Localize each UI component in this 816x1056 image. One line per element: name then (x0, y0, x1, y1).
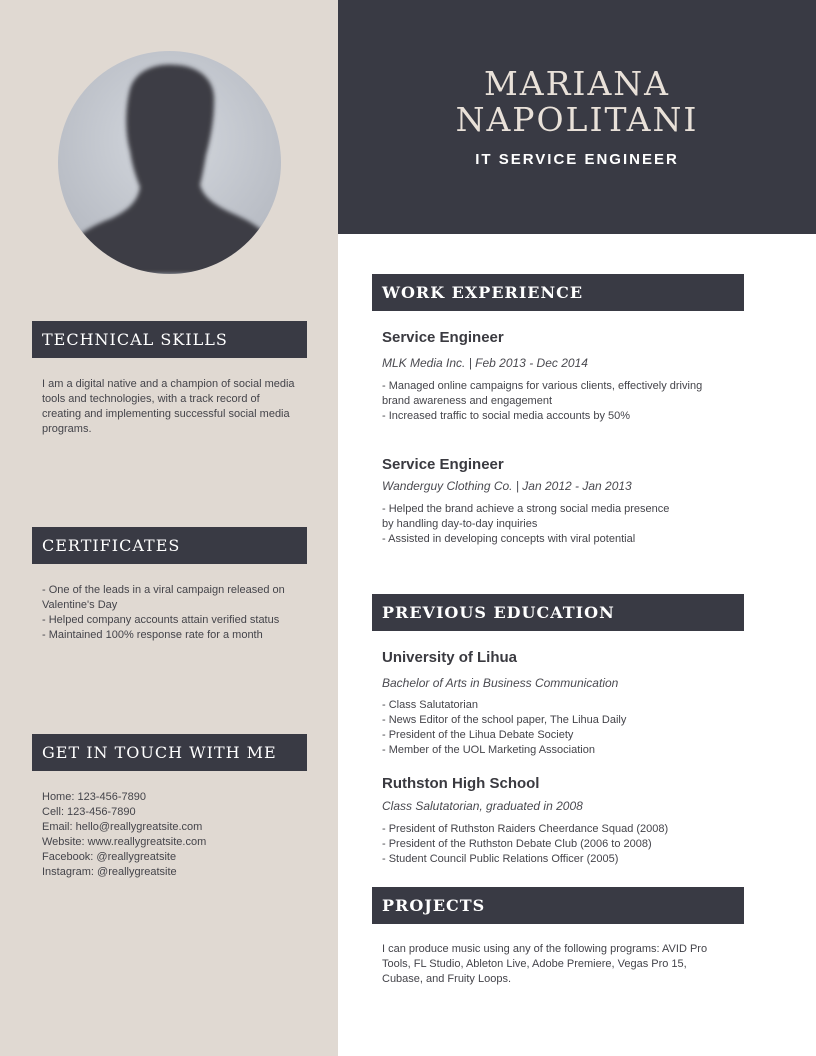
text-line: creating and implementing successful social media (42, 408, 290, 420)
text-line: - President of the Lihua Debate Society (382, 729, 574, 741)
certificates-text (42, 583, 304, 643)
school-2-details (382, 822, 732, 867)
school-1-title: University of Lihua (382, 649, 518, 666)
text-line: programs. (42, 423, 92, 435)
text-line: by handling day-to-day inquiries (382, 518, 538, 530)
school-2-subtitle: Class Salutatorian, graduated in 2008 (382, 799, 583, 813)
contact-instagram: Instagram: @reallygreatsite (42, 866, 177, 878)
work-experience-heading: WORK EXPERIENCE (372, 274, 744, 311)
contact-home: Home: 123-456-7890 (42, 791, 146, 803)
candidate-name (338, 66, 816, 138)
candidate-name-line2: NAPOLITANI (455, 100, 699, 139)
text-line: - One of the leads in a viral campaign released on (42, 584, 285, 596)
text-line: I can produce music using any of the following programs: AVID Pro (382, 943, 708, 955)
candidate-name-line1: MARIANA (483, 64, 671, 103)
technical-skills-text (42, 377, 304, 437)
text-line: - Student Council Public Relations Officer (2005) (382, 853, 619, 865)
school-2-title: Ruthston High School (382, 775, 540, 792)
text-line: I am a digital native and a champion of social media (42, 378, 295, 390)
text-line: - Maintained 100% response rate for a month (42, 629, 263, 641)
job-1-subtitle: MLK Media Inc. | Feb 2013 - Dec 2014 (382, 356, 588, 370)
education-heading: PREVIOUS EDUCATION (372, 594, 744, 631)
job-1-details (382, 379, 732, 424)
job-2-subtitle: Wanderguy Clothing Co. | Jan 2012 - Jan 2013 (382, 479, 632, 493)
job-2-title: Service Engineer (382, 456, 504, 473)
text-line: Tools, FL Studio, Ableton Live, Adobe Premiere, Vegas Pro 15, (382, 958, 687, 970)
contact-email: Email: hello@reallygreatsite.com (42, 821, 203, 833)
technical-skills-heading: TECHNICAL SKILLS (32, 321, 307, 358)
text-line: - Class Salutatorian (382, 699, 478, 711)
text-line: - Assisted in developing concepts with viral potential (382, 533, 636, 545)
contact-heading: GET IN TOUCH WITH ME (32, 734, 307, 771)
text-line: - Helped company accounts attain verified status (42, 614, 280, 626)
text-line: tools and technologies, with a track record of (42, 393, 260, 405)
job-1-title: Service Engineer (382, 329, 504, 346)
text-line: Cubase, and Fruity Loops. (382, 973, 512, 985)
school-1-details (382, 698, 732, 758)
contact-cell: Cell: 123-456-7890 (42, 806, 136, 818)
contact-text (42, 790, 304, 880)
person-silhouette-icon (58, 51, 281, 274)
contact-facebook: Facebook: @reallygreatsite (42, 851, 177, 863)
text-line: - News Editor of the school paper, The Lihua Daily (382, 714, 627, 726)
contact-website: Website: www.reallygreatsite.com (42, 836, 207, 848)
job-title: IT SERVICE ENGINEER (475, 151, 679, 168)
text-line: - Member of the UOL Marketing Association (382, 744, 595, 756)
projects-text (382, 942, 732, 987)
text-line: - President of the Ruthston Debate Club (2006 to 2008) (382, 838, 652, 850)
text-line: - Helped the brand achieve a strong social media presence (382, 503, 670, 515)
job-2-details (382, 502, 732, 547)
certificates-heading: CERTIFICATES (32, 527, 307, 564)
text-line: - Managed online campaigns for various clients, effectively driving (382, 380, 703, 392)
text-line: brand awareness and engagement (382, 395, 553, 407)
projects-heading: PROJECTS (372, 887, 744, 924)
text-line: - President of Ruthston Raiders Cheerdance Squad (2008) (382, 823, 669, 835)
text-line: Valentine's Day (42, 599, 118, 611)
school-1-subtitle: Bachelor of Arts in Business Communication (382, 676, 619, 690)
text-line: - Increased traffic to social media accounts by 50% (382, 410, 631, 422)
